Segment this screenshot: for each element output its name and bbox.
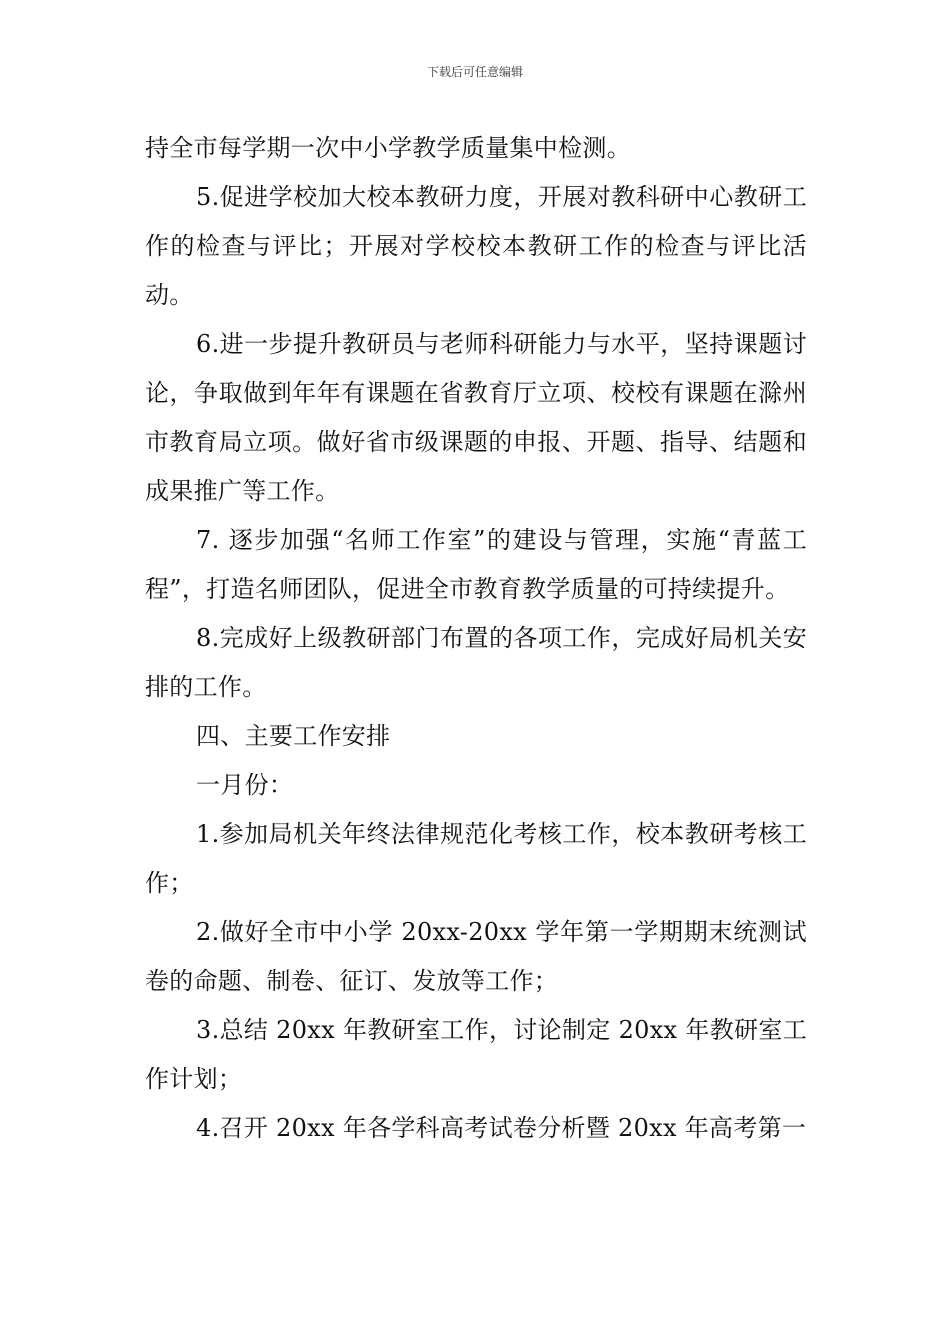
document-body — [145, 124, 807, 1153]
paragraph-continuation: 持全市每学期一次中小学教学质量集中检测。 — [145, 134, 631, 162]
schedule-item-3: 3.总结 20xx 年教研室工作，讨论制定 20xx 年教研室工作计划； — [145, 1016, 807, 1093]
schedule-item-4: 4.召开 20xx 年各学科高考试卷分析暨 20xx 年高考第一 — [196, 1114, 807, 1142]
schedule-item-1: 1.参加局机关年终法律规范化考核工作，校本教研考核工作； — [145, 820, 807, 897]
paragraph-item-7: 7. 逐步加强“名师工作室”的建设与管理，实施“青蓝工程”，打造名师团队，促进全市教育教学质量的可持续提升。 — [145, 526, 807, 603]
page-header — [0, 64, 950, 80]
paragraph-item-6: 6.进一步提升教研员与老师科研能力与水平，坚持课题讨论，争取做到年年有课题在省教育厅立项、校校有课题在滁州市教育局立项。做好省市级课题的申报、开题、指导、结题和成果推广等工作。 — [145, 330, 807, 505]
paragraph-item-8: 8.完成好上级教研部门布置的各项工作，完成好局机关安排的工作。 — [145, 624, 807, 701]
section-heading: 四、主要工作安排 — [196, 722, 391, 750]
month-heading: 一月份： — [196, 771, 294, 799]
schedule-item-2: 2.做好全市中小学 20xx-20xx 学年第一学期期末统测试卷的命题、制卷、征订、发放等工作； — [145, 918, 807, 995]
paragraph-item-5: 5.促进学校加大校本教研力度，开展对教科研中心教研工作的检查与评比；开展对学校校本教研工作的检查与评比活动。 — [145, 183, 807, 309]
header-text: 下载后可任意编辑 — [426, 65, 523, 79]
